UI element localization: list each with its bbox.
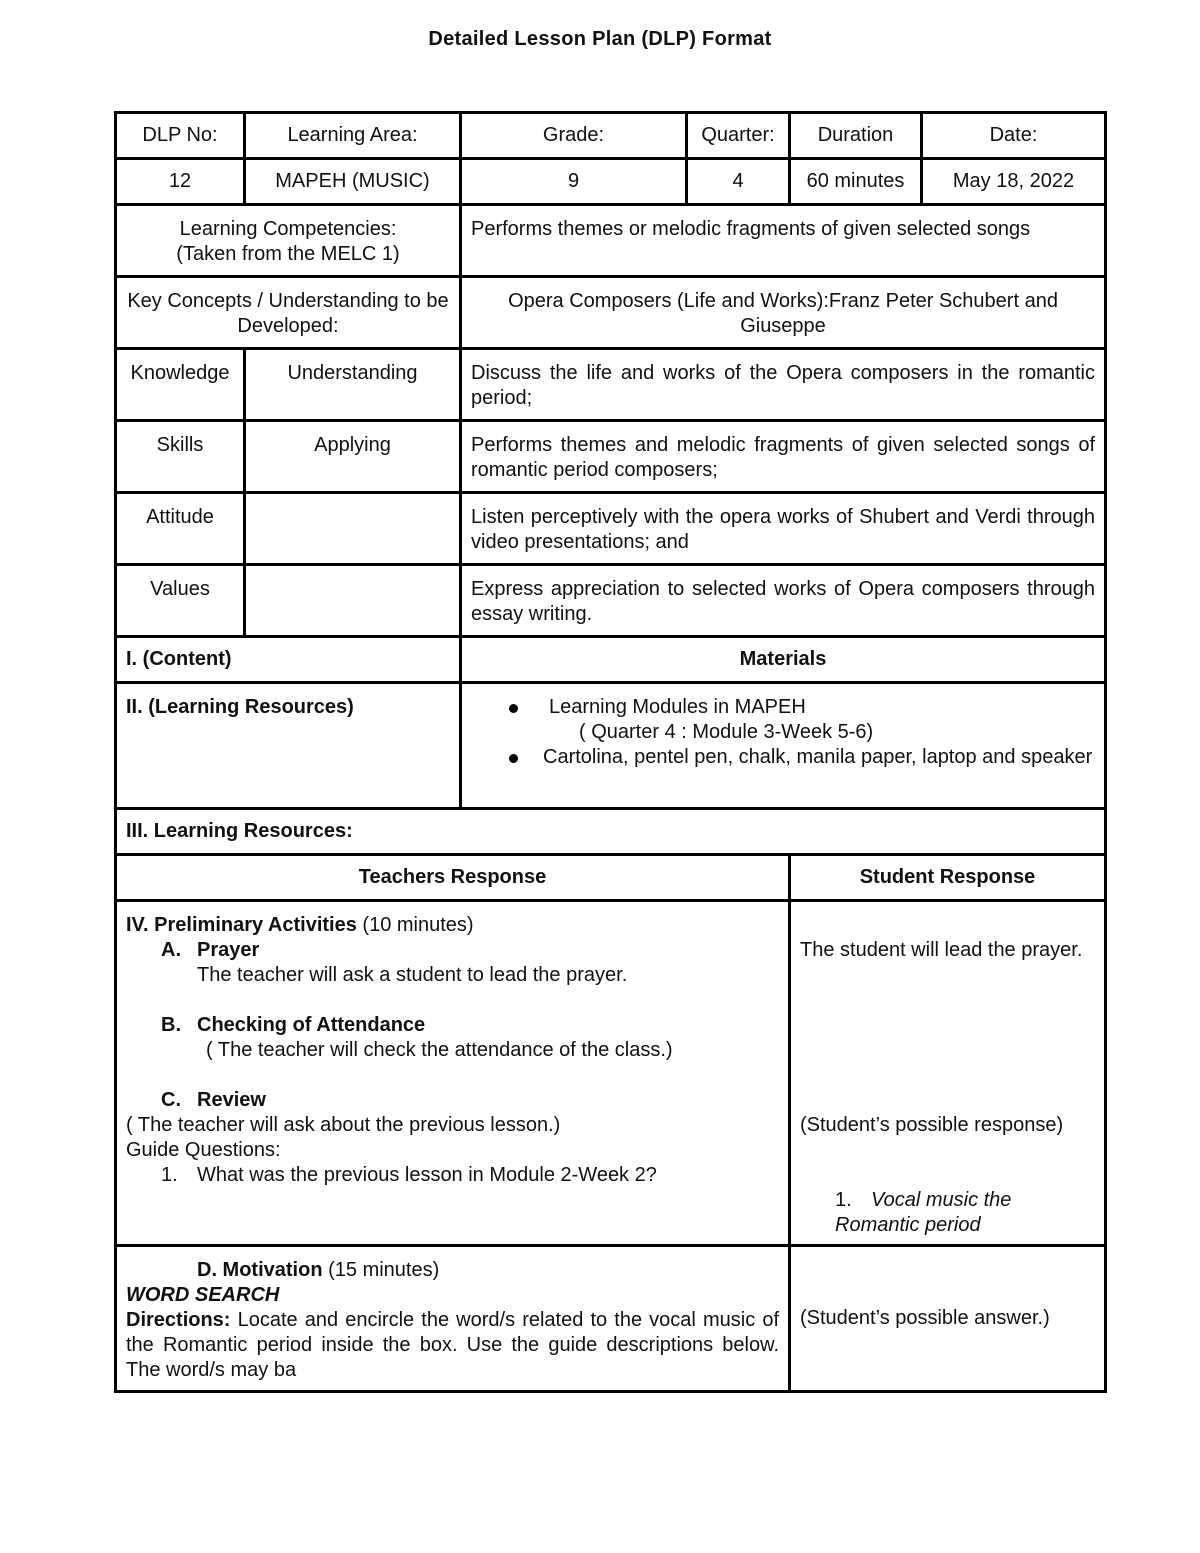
objective-level: Understanding <box>245 349 461 421</box>
attendance-title: Checking of Attendance <box>197 1014 426 1036</box>
competencies-row <box>116 205 1106 277</box>
objective-domain: Attitude <box>116 493 245 565</box>
dlp-no-label: DLP No: <box>116 113 245 159</box>
duration-label: Duration <box>790 113 922 159</box>
competencies-label-line1: Learning Competencies: <box>179 218 397 240</box>
objective-domain: Knowledge <box>116 349 245 421</box>
objective-level: Applying <box>245 421 461 493</box>
date-label: Date: <box>922 113 1106 159</box>
student-answer-number: 1. <box>835 1189 852 1211</box>
grade-label: Grade: <box>461 113 687 159</box>
student-possible-answer: (Student’s possible answer.) <box>800 1307 1050 1329</box>
spacer <box>800 1138 1095 1188</box>
resources-row <box>116 683 1106 809</box>
motivation-title: D. Motivation <box>197 1259 323 1281</box>
guide-questions-label: Guide Questions: <box>126 1139 281 1161</box>
preliminary-heading <box>126 913 779 938</box>
directions-label: Directions: <box>126 1309 231 1331</box>
motivation-duration: (15 minutes) <box>328 1259 440 1281</box>
learning-resources-row <box>116 809 1106 855</box>
objective-row <box>116 349 1106 421</box>
preliminary-row <box>116 901 1106 1246</box>
resources-label: II. (Learning Resources) <box>116 683 461 809</box>
list-item <box>543 745 1095 770</box>
quarter-label: Quarter: <box>687 113 790 159</box>
guide-question <box>126 1163 779 1188</box>
review-text: ( The teacher will ask about the previous lesson.) <box>126 1114 561 1136</box>
header-values-row <box>116 159 1106 205</box>
objective-row <box>116 565 1106 637</box>
content-label: I. (Content) <box>116 637 461 683</box>
list-item <box>543 695 1095 745</box>
activity-title: WORD SEARCH <box>126 1284 280 1306</box>
student-answer-text: Vocal music the Romantic period <box>835 1189 1012 1236</box>
preliminary-teacher-cell <box>116 901 790 1246</box>
materials-label: Materials <box>461 637 1106 683</box>
objective-text: Listen perceptively with the opera works of Shubert and Verdi through video presentations; and <box>461 493 1106 565</box>
preliminary-duration: (10 minutes) <box>362 914 474 936</box>
prayer-text: The teacher will ask a student to lead the prayer. <box>197 964 628 986</box>
prayer-letter: A. <box>161 939 181 961</box>
duration-value: 60 minutes <box>790 159 922 205</box>
attendance-heading <box>126 1013 779 1038</box>
prayer-heading <box>126 938 779 963</box>
response-header-row <box>116 855 1106 901</box>
preliminary-student-cell <box>790 901 1106 1246</box>
learning-area-value: MAPEH (MUSIC) <box>245 159 461 205</box>
spacer <box>800 963 1095 1113</box>
date-value: May 18, 2022 <box>922 159 1106 205</box>
objective-domain: Values <box>116 565 245 637</box>
competencies-label-line2: (Taken from the MELC 1) <box>176 243 400 265</box>
student-answer-item <box>800 1188 1095 1238</box>
motivation-heading <box>126 1258 779 1283</box>
dlp-no-value: 12 <box>116 159 245 205</box>
objective-text: Express appreciation to selected works of Opera composers through essay writing. <box>461 565 1106 637</box>
guide-question-number: 1. <box>161 1164 178 1186</box>
spacer <box>126 1063 779 1088</box>
key-concepts-label: Key Concepts / Understanding to be Developed: <box>116 277 461 349</box>
student-prayer-response: The student will lead the prayer. <box>800 939 1083 961</box>
objective-row <box>116 493 1106 565</box>
student-response-header: Student Response <box>790 855 1106 901</box>
prayer-title: Prayer <box>197 939 260 961</box>
lesson-plan-table <box>114 111 1107 1393</box>
objective-row <box>116 421 1106 493</box>
directions-text: Locate and encircle the word/s related to the vocal music of the Romantic period inside the box. Use the guide descriptions below. The word/s may ba <box>126 1309 780 1381</box>
motivation-directions <box>126 1308 779 1383</box>
learning-resources-heading: III. Learning Resources: <box>116 809 1106 855</box>
resources-list <box>471 695 1095 770</box>
attendance-text: ( The teacher will check the attendance of the class.) <box>206 1039 673 1061</box>
attendance-letter: B. <box>161 1014 181 1036</box>
teachers-response-header: Teachers Response <box>116 855 790 901</box>
key-concepts-row <box>116 277 1106 349</box>
content-row <box>116 637 1106 683</box>
motivation-teacher-cell <box>116 1246 790 1392</box>
objective-text: Discuss the life and works of the Opera composers in the romantic period; <box>461 349 1106 421</box>
resource-item1-line1: Learning Modules in MAPEH <box>549 696 806 718</box>
learning-area-label: Learning Area: <box>245 113 461 159</box>
objective-level <box>245 493 461 565</box>
review-title: Review <box>197 1089 266 1111</box>
student-possible-response: (Student’s possible response) <box>800 1114 1064 1136</box>
resource-item1-line2: ( Quarter 4 : Module 3-Week 5-6) <box>579 721 874 743</box>
review-letter: C. <box>161 1089 181 1111</box>
competencies-label <box>116 205 461 277</box>
resources-list-cell <box>461 683 1106 809</box>
document-title: Detailed Lesson Plan (DLP) Format <box>428 28 772 50</box>
objective-domain: Skills <box>116 421 245 493</box>
spacer <box>126 988 779 1013</box>
header-labels-row <box>116 113 1106 159</box>
preliminary-title: IV. Preliminary Activities <box>126 914 357 936</box>
grade-value: 9 <box>461 159 687 205</box>
motivation-student-cell <box>790 1246 1106 1392</box>
competencies-value: Performs themes or melodic fragments of given selected songs <box>461 205 1106 277</box>
quarter-value: 4 <box>687 159 790 205</box>
review-heading <box>126 1088 779 1113</box>
resource-item2: Cartolina, pentel pen, chalk, manila paper, laptop and speaker <box>543 746 1093 768</box>
objective-level <box>245 565 461 637</box>
guide-question-text: What was the previous lesson in Module 2-Week 2? <box>197 1164 657 1186</box>
spacer <box>800 913 1095 938</box>
key-concepts-value: Opera Composers (Life and Works):Franz Peter Schubert and Giuseppe <box>461 277 1106 349</box>
objective-text: Performs themes and melodic fragments of given selected songs of romantic period composers; <box>461 421 1106 493</box>
motivation-row <box>116 1246 1106 1392</box>
